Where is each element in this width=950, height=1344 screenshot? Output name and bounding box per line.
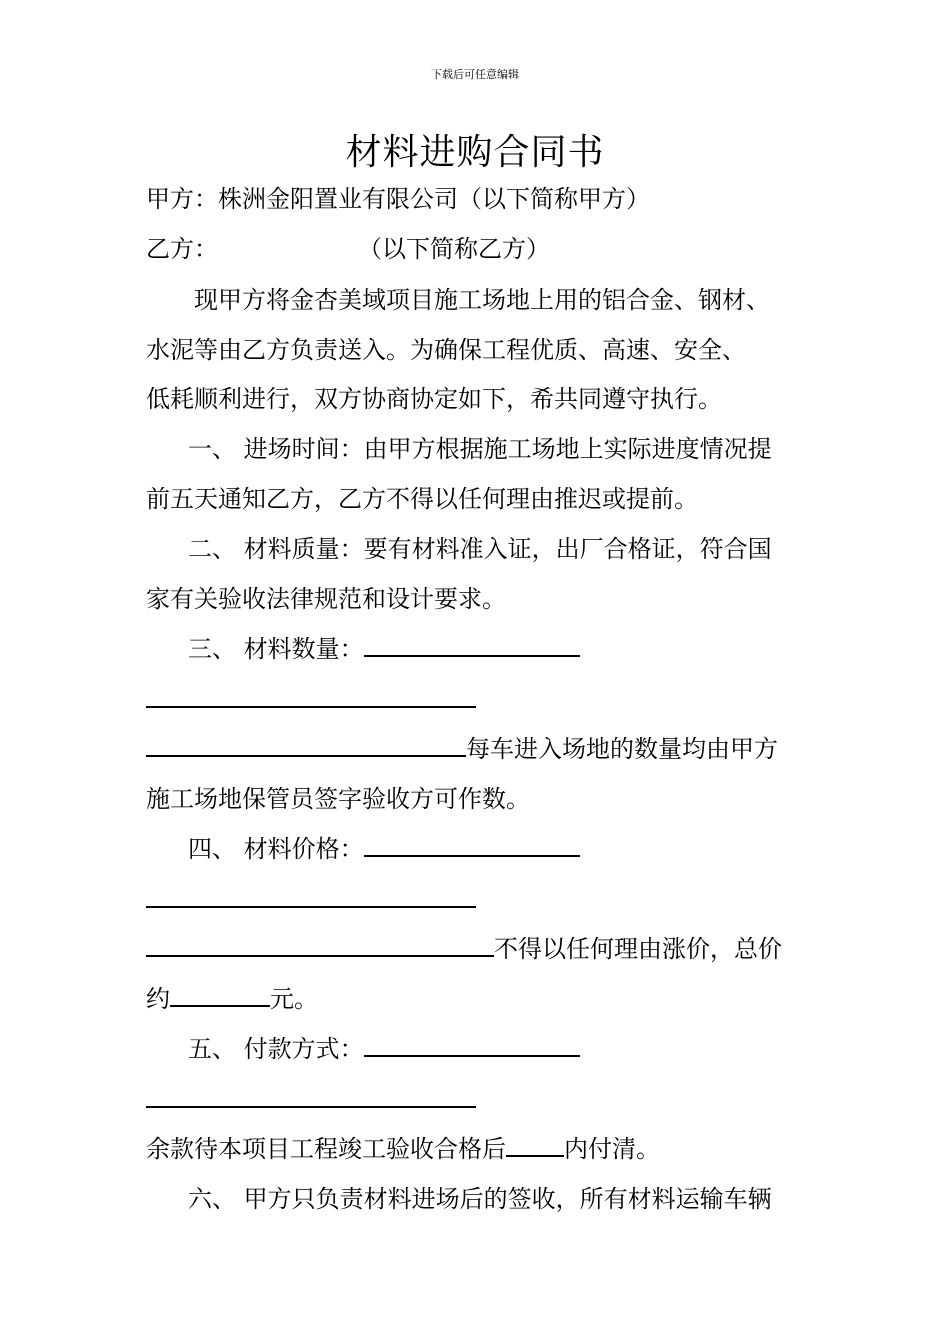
clause-2-line-2: 家有关验收法律规范和设计要求。 <box>146 585 506 613</box>
clause-3-last-line: 施工场地保管员签字验收方可作数。 <box>146 785 530 813</box>
clause-4-line <box>188 834 580 864</box>
clause-4-total-prefix: 约 <box>146 985 170 1013</box>
party-a-line: 甲方：株洲金阳置业有限公司（以下简称甲方） <box>146 185 650 213</box>
document-title: 材料进购合同书 <box>345 132 605 173</box>
clause-4-price-blank <box>364 835 580 857</box>
clause-3-tail-line <box>146 734 778 764</box>
clause-4-tail-blank <box>146 935 494 957</box>
party-b-line <box>146 234 550 264</box>
clause-3-line <box>188 634 580 664</box>
clause-1-line-2: 前五天通知乙方，乙方不得以任何理由推迟或提前。 <box>146 485 698 513</box>
clause-3-tail-blank <box>146 735 466 757</box>
party-b-label: 乙方： <box>146 235 218 263</box>
clause-3-label: 三、 材料数量： <box>188 635 364 663</box>
clause-5-last-prefix: 余款待本项目工程竣工验收合格后 <box>146 1135 506 1163</box>
party-b-suffix: （以下简称乙方） <box>358 235 550 263</box>
intro-line-3: 低耗顺利进行，双方协商协定如下，希共同遵守执行。 <box>146 385 722 413</box>
clause-3-tail: 每车进入场地的数量均由甲方 <box>466 735 778 763</box>
header-note: 下载后可任意编辑 <box>431 68 519 81</box>
clause-5-payment-blank <box>364 1035 580 1057</box>
clause-6-line: 六、 甲方只负责材料进场后的签收，所有材料运输车辆 <box>188 1185 772 1213</box>
clause-2-line-1: 二、 材料质量：要有材料准入证，出厂合格证，符合国 <box>188 535 772 563</box>
clause-4-total-suffix: 元。 <box>270 985 318 1013</box>
intro-line-1: 现甲方将金杏美域项目施工场地上用的铝合金、钢材、 <box>194 286 770 314</box>
clause-4-total-line <box>146 984 318 1014</box>
clause-4-blank-line <box>146 906 476 908</box>
intro-line-2: 水泥等由乙方负责送入。为确保工程优质、高速、安全、 <box>146 336 746 364</box>
clause-5-last-line <box>146 1134 660 1164</box>
clause-5-line <box>188 1034 580 1064</box>
clause-3-quantity-blank <box>364 635 580 657</box>
clause-3-blank-line <box>146 706 476 708</box>
clause-4-tail-line <box>146 934 782 964</box>
clause-1-line-1: 一、 进场时间：由甲方根据施工场地上实际进度情况提 <box>188 435 772 463</box>
clause-4-tail: 不得以任何理由涨价，总价 <box>494 935 782 963</box>
clause-5-label: 五、 付款方式： <box>188 1035 364 1063</box>
clause-5-blank-line <box>146 1106 476 1108</box>
clause-4-total-blank <box>170 985 270 1007</box>
clause-5-last-suffix: 内付清。 <box>564 1135 660 1163</box>
clause-5-period-blank <box>506 1135 564 1157</box>
clause-4-label: 四、 材料价格： <box>188 835 364 863</box>
